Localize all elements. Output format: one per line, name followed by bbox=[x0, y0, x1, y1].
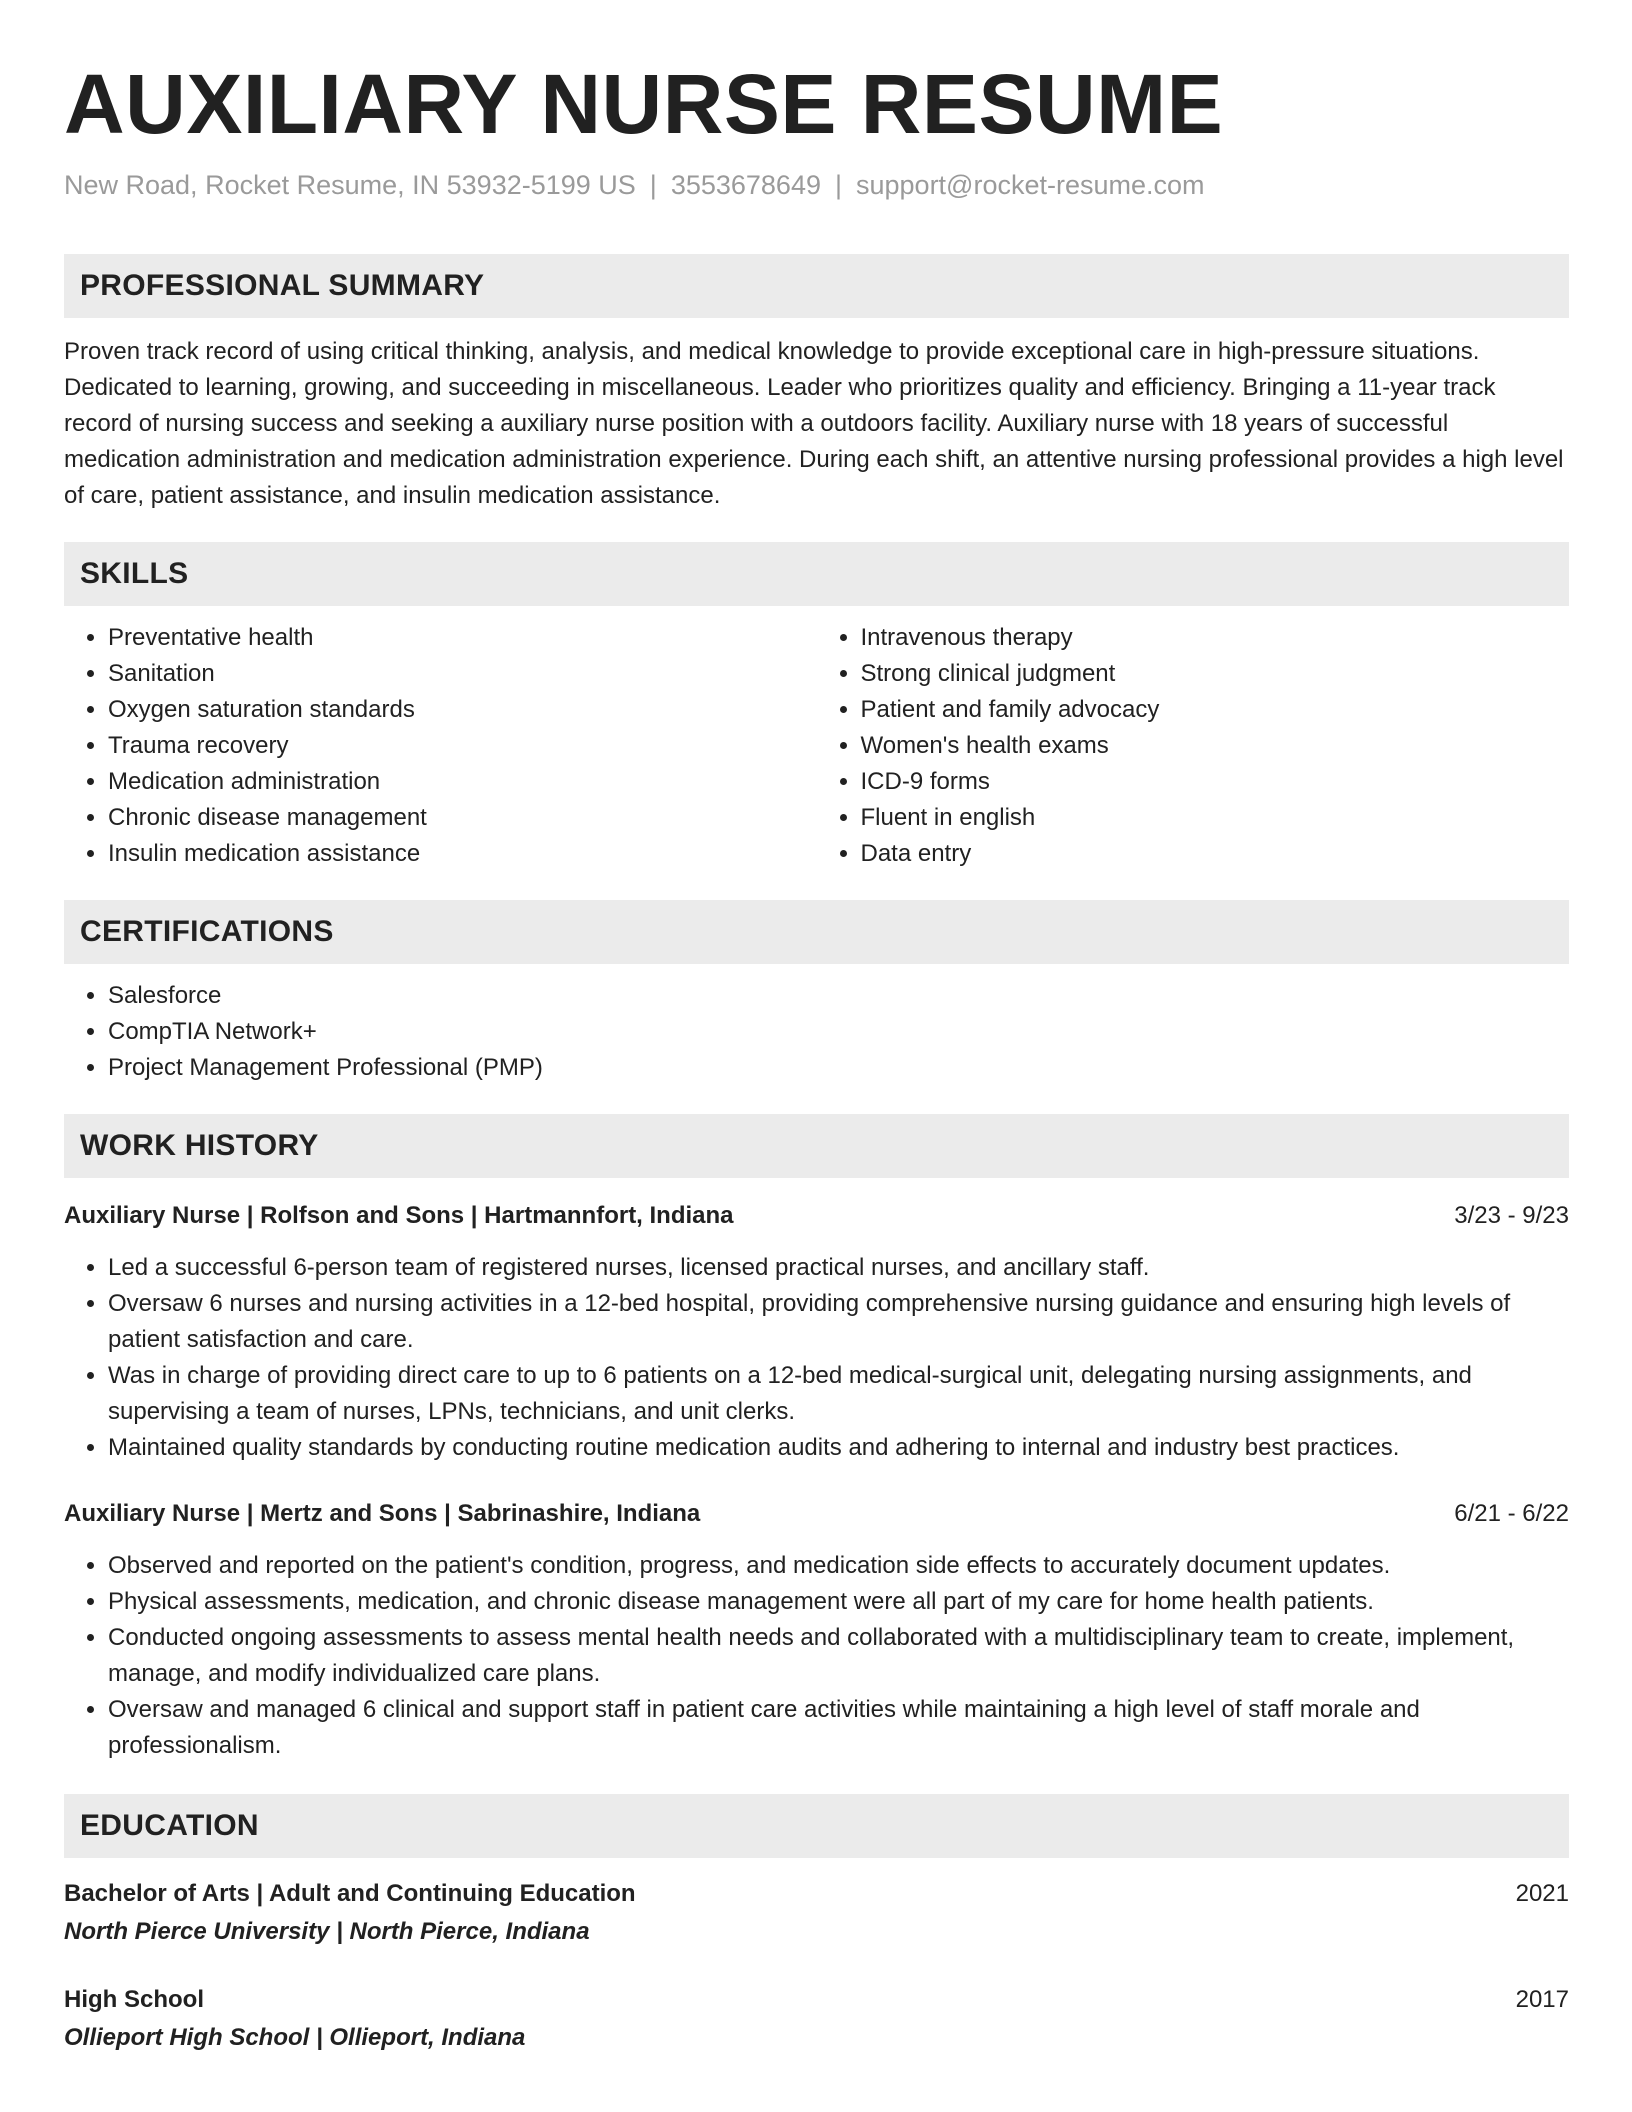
skills-grid bbox=[64, 606, 1569, 872]
summary-text: Proven track record of using critical thinking, analysis, and medical knowledge to provide exceptional care in high-pressure situations. Dedicated to learning, growing, and succeeding in miscellaneous. Leader who prioritizes quality and efficiency. Bringing a 11-year track record of nursing success and seeking a auxiliary nurse position with a outdoors facility. Auxiliary nurse with 18 years of successful medication administration and medication administration experience. During each shift, an attentive nursing professional provides a high level of care, patient assistance, and insulin medication assistance. bbox=[64, 338, 1564, 509]
job-bullets bbox=[64, 1250, 1569, 1466]
section-header-education bbox=[64, 1794, 1569, 1858]
contact-separator: | bbox=[834, 170, 842, 200]
resume-title: AUXILIARY NURSE RESUME bbox=[64, 57, 1224, 151]
skill-item: • Data entry bbox=[861, 836, 1570, 872]
certification-item: • CompTIA Network+ bbox=[108, 1014, 1569, 1050]
job-title: Auxiliary Nurse | Rolfson and Sons | Hartmannfort, Indiana bbox=[64, 1202, 734, 1229]
skill-item: • Fluent in english bbox=[861, 800, 1570, 836]
job-bullets bbox=[64, 1548, 1569, 1764]
job-entry bbox=[64, 1198, 1569, 1466]
certification-item: • Project Management Professional (PMP) bbox=[108, 1050, 1569, 1086]
certifications-list bbox=[64, 978, 1569, 1086]
job-title: Auxiliary Nurse | Mertz and Sons | Sabrinashire, Indiana bbox=[64, 1500, 701, 1527]
job-entry bbox=[64, 1496, 1569, 1764]
skill-item: • Intravenous therapy bbox=[861, 620, 1570, 656]
contact-phone: 3553678649 bbox=[670, 170, 821, 200]
education-school: North Pierce University | North Pierce, Indiana bbox=[64, 1918, 590, 1945]
education-entry bbox=[64, 1876, 1569, 1950]
skill-item: • Trauma recovery bbox=[108, 728, 817, 764]
section-header-summary bbox=[64, 254, 1569, 318]
education-degree: Bachelor of Arts | Adult and Continuing Education bbox=[64, 1880, 636, 1907]
certification-item: • Salesforce bbox=[108, 978, 1569, 1014]
education-year: 2021 bbox=[1515, 1880, 1569, 1907]
skills-list-right bbox=[817, 620, 1570, 872]
skill-item: • Insulin medication assistance bbox=[108, 836, 817, 872]
contact-address: New Road, Rocket Resume, IN 53932-5199 US bbox=[64, 170, 636, 200]
skill-item: • Strong clinical judgment bbox=[861, 656, 1570, 692]
job-bullet: • Oversaw and managed 6 clinical and support staff in patient care activities while maintaining a high level of staff morale and professionalism. bbox=[108, 1692, 1569, 1764]
education-header bbox=[64, 1876, 1569, 1912]
contact-email[interactable]: support@rocket-resume.com bbox=[856, 170, 1205, 200]
education-year: 2017 bbox=[1515, 1986, 1569, 2013]
skills-list-left bbox=[64, 620, 817, 872]
skill-item: • Preventative health bbox=[108, 620, 817, 656]
education-school: Ollieport High School | Ollieport, Indiana bbox=[64, 2024, 526, 2051]
job-dates: 6/21 - 6/22 bbox=[1454, 1500, 1569, 1527]
job-bullet: • Maintained quality standards by conducting routine medication audits and adhering to internal and industry best practices. bbox=[108, 1430, 1569, 1466]
section-title: CERTIFICATIONS bbox=[80, 915, 334, 948]
education-header bbox=[64, 1982, 1569, 2018]
contact-separator: | bbox=[649, 170, 657, 200]
section-header-certifications bbox=[64, 900, 1569, 964]
skill-item: • Medication administration bbox=[108, 764, 817, 800]
job-header bbox=[64, 1198, 1569, 1234]
section-title: EDUCATION bbox=[80, 1809, 259, 1842]
education-entry bbox=[64, 1982, 1569, 2056]
section-header-skills bbox=[64, 542, 1569, 606]
contact-line bbox=[64, 166, 1569, 204]
job-bullet: • Oversaw 6 nurses and nursing activities in a 12-bed hospital, providing comprehensive nursing guidance and ensuring high levels of patient satisfaction and care. bbox=[108, 1286, 1569, 1358]
skill-item: • Sanitation bbox=[108, 656, 817, 692]
job-bullet: • Was in charge of providing direct care to up to 6 patients on a 12-bed medical-surgical unit, delegating nursing assignments, and supervising a team of nurses, LPNs, technicians, and unit clerks. bbox=[108, 1358, 1569, 1430]
education-degree: High School bbox=[64, 1986, 204, 2013]
job-bullet: • Conducted ongoing assessments to assess mental health needs and collaborated with a multidisciplinary team to create, implement, manage, and modify individualized care plans. bbox=[108, 1620, 1569, 1692]
skill-item: • Women's health exams bbox=[861, 728, 1570, 764]
job-bullet: • Observed and reported on the patient's condition, progress, and medication side effects to accurately document updates. bbox=[108, 1548, 1569, 1584]
section-title: SKILLS bbox=[80, 557, 189, 590]
skill-item: • Chronic disease management bbox=[108, 800, 817, 836]
section-title: PROFESSIONAL SUMMARY bbox=[80, 269, 485, 302]
skill-item: • Oxygen saturation standards bbox=[108, 692, 817, 728]
skill-item: • ICD-9 forms bbox=[861, 764, 1570, 800]
job-bullet: • Led a successful 6-person team of registered nurses, licensed practical nurses, and ancillary staff. bbox=[108, 1250, 1569, 1286]
job-bullet: • Physical assessments, medication, and chronic disease management were all part of my care for home health patients. bbox=[108, 1584, 1569, 1620]
section-title: WORK HISTORY bbox=[80, 1129, 319, 1162]
section-header-work-history bbox=[64, 1114, 1569, 1178]
skill-item: • Patient and family advocacy bbox=[861, 692, 1570, 728]
job-header bbox=[64, 1496, 1569, 1532]
job-dates: 3/23 - 9/23 bbox=[1454, 1202, 1569, 1229]
